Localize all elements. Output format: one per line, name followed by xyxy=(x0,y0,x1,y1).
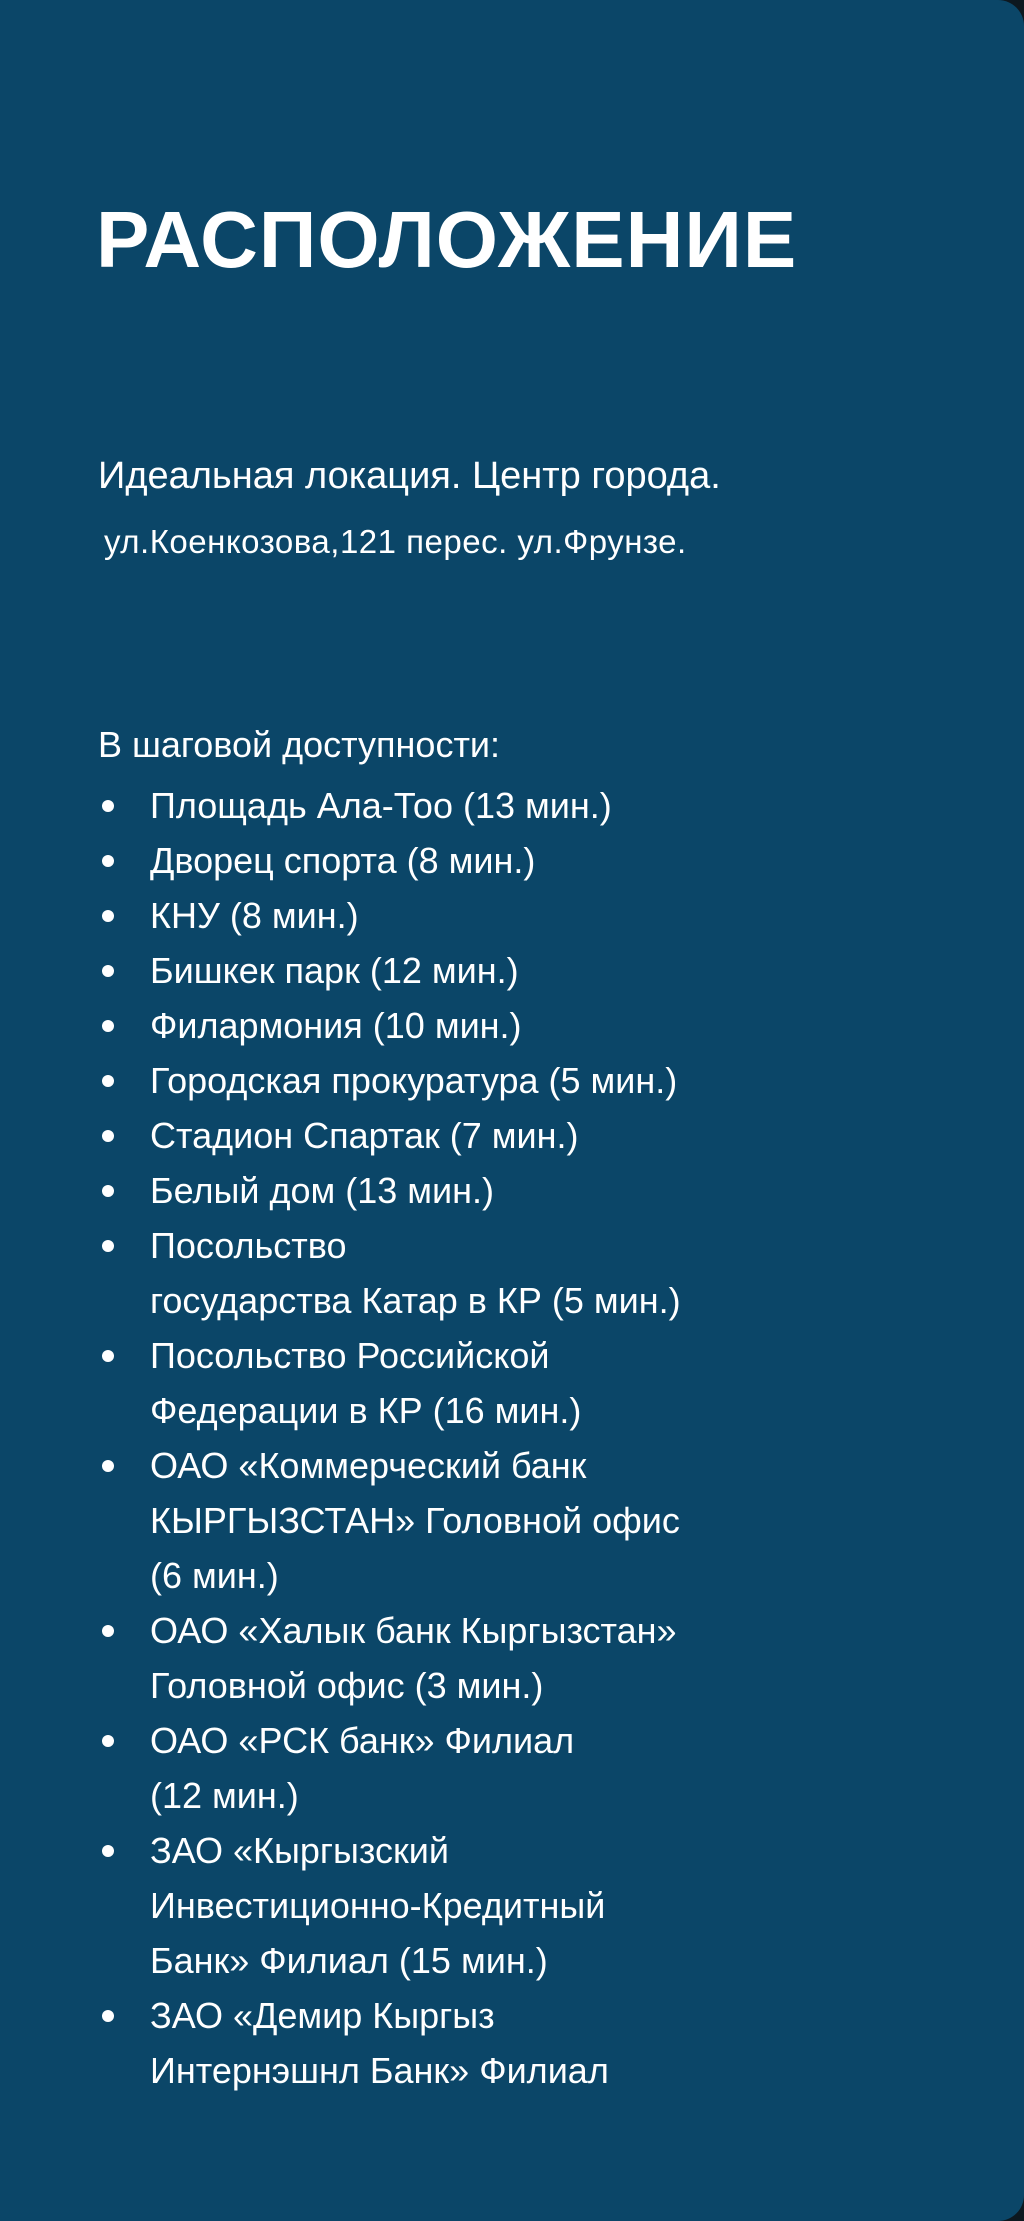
list-item-text: Городская прокуратура (5 мин.) xyxy=(150,1060,678,1101)
walking-distance-list xyxy=(98,778,978,2098)
list-item-text: Стадион Спартак (7 мин.) xyxy=(150,1115,579,1156)
bullet-icon xyxy=(102,2010,114,2022)
list-item xyxy=(98,1108,978,1163)
walking-distance-heading: В шаговой доступности: xyxy=(98,724,501,765)
street-address: ул.Коенкозова,121 перес. ул.Фрунзе. xyxy=(104,523,687,560)
list-item-text: Бишкек парк (12 мин.) xyxy=(150,950,519,991)
list-item-text: ОАО «Коммерческий банк xyxy=(150,1445,587,1486)
bullet-icon xyxy=(102,965,114,977)
bullet-icon xyxy=(102,1130,114,1142)
list-item-text: Банк» Филиал (15 мин.) xyxy=(150,1940,548,1981)
bullet-icon xyxy=(102,1240,114,1252)
list-item xyxy=(98,1218,978,1328)
list-item xyxy=(98,778,978,833)
list-item-text: Инвестиционно-Кредитный xyxy=(150,1885,606,1926)
list-item-text: Филармония (10 мин.) xyxy=(150,1005,522,1046)
list-item-text: ЗАО «Демир Кыргыз xyxy=(150,1995,495,2036)
bullet-icon xyxy=(102,1845,114,1857)
bullet-icon xyxy=(102,1625,114,1637)
list-item xyxy=(98,1823,978,1988)
list-item-text: (12 мин.) xyxy=(150,1775,299,1816)
list-item-text: государства Катар в КР (5 мин.) xyxy=(150,1280,681,1321)
list-item-text: ОАО «Халык банк Кыргызстан» xyxy=(150,1610,677,1651)
list-item-text: Белый дом (13 мин.) xyxy=(150,1170,494,1211)
list-item-text: Федерации в КР (16 мин.) xyxy=(150,1390,582,1431)
list-item-text: Дворец спорта (8 мин.) xyxy=(150,840,536,881)
bullet-icon xyxy=(102,910,114,922)
section-title: РАСПОЛОЖЕНИЕ xyxy=(96,195,798,284)
list-item-text: Посольство Российской xyxy=(150,1335,550,1376)
bullet-icon xyxy=(102,1075,114,1087)
list-item xyxy=(98,998,978,1053)
list-item xyxy=(98,1163,978,1218)
list-item-text: Интернэшнл Банк» Филиал xyxy=(150,2050,609,2091)
list-item xyxy=(98,943,978,998)
location-tagline: Идеальная локация. Центр города. xyxy=(98,455,721,497)
list-item xyxy=(98,888,978,943)
bullet-icon xyxy=(102,855,114,867)
bullet-icon xyxy=(102,800,114,812)
list-item xyxy=(98,1988,978,2098)
list-item xyxy=(98,1328,978,1438)
list-item xyxy=(98,1053,978,1108)
list-item-text: КЫРГЫЗСТАН» Головной офис xyxy=(150,1500,680,1541)
list-item xyxy=(98,1603,978,1713)
bullet-icon xyxy=(102,1735,114,1747)
list-item-text: ОАО «РСК банк» Филиал xyxy=(150,1720,575,1761)
list-item xyxy=(98,1438,978,1603)
list-item xyxy=(98,1713,978,1823)
list-item-text: Посольство xyxy=(150,1225,347,1266)
bullet-icon xyxy=(102,1185,114,1197)
list-item-text: КНУ (8 мин.) xyxy=(150,895,359,936)
bullet-icon xyxy=(102,1020,114,1032)
list-item-text: Головной офис (3 мин.) xyxy=(150,1665,544,1706)
bullet-icon xyxy=(102,1350,114,1362)
list-item-text: Площадь Ала-Тоо (13 мин.) xyxy=(150,785,612,826)
list-item xyxy=(98,833,978,888)
list-item-text: (6 мин.) xyxy=(150,1555,279,1596)
list-item-text: ЗАО «Кыргызский xyxy=(150,1830,449,1871)
bullet-icon xyxy=(102,1460,114,1472)
